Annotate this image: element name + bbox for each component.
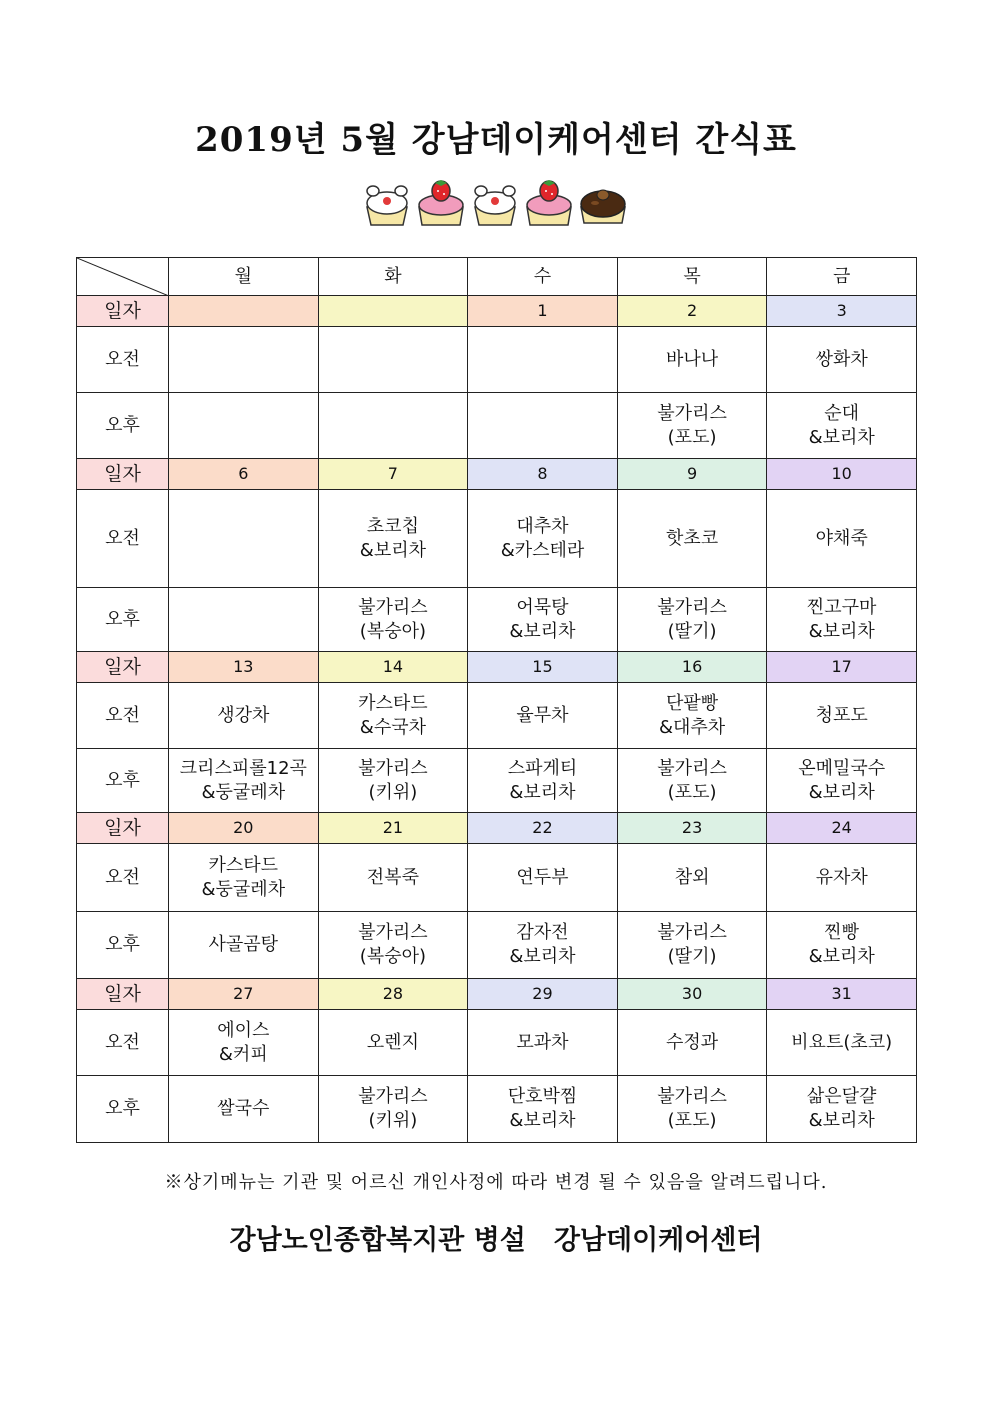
date-cell: 6 — [169, 459, 319, 490]
pm-row-label: 오후 — [77, 393, 169, 459]
pm-row-label: 오후 — [77, 1076, 169, 1143]
snack-item-line: 핫초코 — [665, 527, 719, 549]
snack-cell — [767, 1076, 917, 1143]
snack-item-line: (딸기) — [667, 946, 717, 967]
footer-org: 강남노인종합복지관 병설 — [229, 1225, 526, 1256]
date-row-label: 일자 — [77, 652, 169, 683]
date-cell: 24 — [767, 813, 917, 844]
snack-item-line: 온메밀국수 — [798, 757, 886, 779]
snack-cell — [169, 683, 319, 749]
snack-cell — [318, 844, 468, 912]
snack-item-line: 오렌지 — [366, 1031, 419, 1053]
snack-cell — [468, 588, 618, 652]
snack-item-line: (키위) — [368, 1110, 418, 1131]
date-cell — [318, 296, 468, 327]
am-row-label: 오전 — [77, 490, 169, 588]
snack-item-line: 바나나 — [665, 348, 719, 370]
snack-item-line: &둥굴레차 — [201, 781, 286, 803]
snack-cell — [169, 490, 319, 588]
snack-cell — [318, 588, 468, 652]
snack-item-line: &보리차 — [509, 1110, 576, 1131]
snack-cell — [468, 490, 618, 588]
date-cell: 3 — [767, 296, 917, 327]
snack-item-line: 단팥빵 — [665, 692, 719, 714]
snack-item-line: &보리차 — [808, 1110, 875, 1131]
snack-item-line: 불가리스 — [657, 922, 727, 943]
snack-item-line: 크리스피롤12곡 — [179, 757, 307, 779]
snack-cell — [617, 490, 767, 588]
cream-puff-icon — [469, 177, 521, 229]
snack-item-line: &수국차 — [359, 716, 426, 738]
snack-item-line: &보리차 — [509, 781, 576, 803]
pm-snack-row — [77, 393, 917, 459]
snack-item-line: 순대 — [824, 402, 860, 424]
snack-item-line: 모과차 — [516, 1031, 569, 1053]
snack-cell — [617, 683, 767, 749]
snack-item-line: 대추차 — [516, 515, 569, 537]
snack-item-line: &보리차 — [509, 946, 576, 967]
snack-cell — [767, 588, 917, 652]
weekday-header: 수 — [468, 258, 618, 296]
snack-item-line: 참외 — [674, 866, 710, 888]
snack-item-line: 비요트(초코) — [791, 1031, 893, 1053]
snack-cell — [318, 490, 468, 588]
snack-cell — [169, 1076, 319, 1143]
snack-cell — [169, 327, 319, 393]
snack-cell — [318, 683, 468, 749]
snack-cell — [617, 844, 767, 912]
date-cell: 20 — [169, 813, 319, 844]
strawberry-cake-icon — [415, 177, 467, 229]
snack-item-line: 삶은달걀 — [806, 1086, 877, 1107]
pm-snack-row — [77, 588, 917, 652]
date-cell: 31 — [767, 979, 917, 1010]
snack-cell — [468, 912, 618, 979]
snack-cell — [767, 327, 917, 393]
snack-item-line: 초코칩 — [366, 515, 419, 537]
date-cell: 2 — [617, 296, 767, 327]
snack-item-line: 쌍화차 — [815, 348, 868, 370]
snack-item-line: &보리차 — [808, 946, 875, 967]
snack-item-line: 찐빵 — [824, 922, 860, 943]
am-snack-row — [77, 844, 917, 912]
pm-snack-row — [77, 1076, 917, 1143]
date-row-label: 일자 — [77, 296, 169, 327]
snack-item-line: 카스타드 — [358, 692, 428, 714]
snack-item-line: 찐고구마 — [806, 596, 877, 618]
date-cell: 8 — [468, 459, 618, 490]
snack-cell — [617, 327, 767, 393]
snack-item-line: 불가리스 — [657, 402, 727, 424]
snack-item-line: (딸기) — [667, 620, 717, 642]
snack-item-line: 불가리스 — [657, 1086, 727, 1107]
am-snack-row — [77, 1010, 917, 1076]
snack-cell — [318, 1076, 468, 1143]
date-row — [77, 979, 917, 1010]
date-cell: 15 — [468, 652, 618, 683]
snack-cell — [468, 1010, 618, 1076]
snack-cell — [169, 749, 319, 813]
snack-item-line: (키위) — [368, 781, 418, 803]
date-row-label: 일자 — [77, 813, 169, 844]
date-row — [77, 459, 917, 490]
snack-cell — [767, 749, 917, 813]
snack-cell — [767, 912, 917, 979]
date-row-label: 일자 — [77, 459, 169, 490]
snack-item-line: 불가리스 — [358, 757, 428, 779]
snack-cell — [468, 844, 618, 912]
snack-item-line: 불가리스 — [358, 922, 428, 943]
snack-item-line: &커피 — [218, 1043, 268, 1065]
snack-cell — [617, 912, 767, 979]
snack-item-line: (포도) — [667, 1110, 717, 1131]
date-cell: 13 — [169, 652, 319, 683]
snack-cell — [617, 1076, 767, 1143]
snack-item-line: &카스테라 — [500, 539, 585, 561]
date-cell: 28 — [318, 979, 468, 1010]
pm-snack-row — [77, 749, 917, 813]
date-cell: 14 — [318, 652, 468, 683]
snack-item-line: (복숭아) — [359, 620, 426, 642]
snack-cell — [318, 327, 468, 393]
date-cell: 27 — [169, 979, 319, 1010]
snack-cell — [318, 1010, 468, 1076]
date-cell: 22 — [468, 813, 618, 844]
notice-text: ※상기메뉴는 기관 및 어르신 개인사정에 따라 변경 될 수 있음을 알려드립니다. — [164, 1172, 828, 1193]
strawberry-cake-icon — [523, 177, 575, 229]
am-snack-row — [77, 683, 917, 749]
snack-cell — [318, 749, 468, 813]
snack-item-line: &보리차 — [808, 620, 875, 642]
snack-item-line: 에이스 — [217, 1019, 270, 1041]
snack-cell — [767, 683, 917, 749]
snack-item-line: 청포도 — [815, 704, 868, 726]
weekday-header: 목 — [617, 258, 767, 296]
date-cell: 30 — [617, 979, 767, 1010]
date-cell: 23 — [617, 813, 767, 844]
dessert-icons — [361, 177, 631, 233]
pm-row-label: 오후 — [77, 749, 169, 813]
chocolate-cake-icon — [577, 177, 629, 229]
footer — [0, 1218, 992, 1257]
snack-menu-table — [76, 257, 917, 1143]
snack-item-line: 단호박찜 — [507, 1086, 578, 1107]
snack-item-line: 사골곰탕 — [208, 934, 279, 955]
am-snack-row — [77, 327, 917, 393]
snack-item-line: 율무차 — [516, 704, 569, 726]
snack-item-line: &보리차 — [509, 620, 576, 642]
snack-cell — [468, 393, 618, 459]
date-row — [77, 296, 917, 327]
snack-item-line: &둥굴레차 — [201, 878, 286, 900]
date-cell: 16 — [617, 652, 767, 683]
corner-cell — [77, 258, 169, 296]
snack-item-line: (포도) — [667, 781, 717, 803]
date-cell: 9 — [617, 459, 767, 490]
page-title: 2019년 5월 강남데이케어센터 간식표 — [195, 120, 797, 160]
weekday-header: 월 — [169, 258, 319, 296]
weeks-body — [77, 296, 917, 1143]
pm-row-label: 오후 — [77, 912, 169, 979]
date-cell: 7 — [318, 459, 468, 490]
snack-item-line: &대추차 — [658, 716, 726, 738]
snack-cell — [169, 393, 319, 459]
snack-cell — [617, 393, 767, 459]
snack-item-line: 유자차 — [815, 866, 868, 888]
snack-item-line: 불가리스 — [657, 757, 727, 779]
snack-item-line: 불가리스 — [657, 596, 727, 618]
snack-cell — [767, 844, 917, 912]
am-row-label: 오전 — [77, 844, 169, 912]
date-row — [77, 813, 917, 844]
snack-cell — [617, 588, 767, 652]
snack-cell — [468, 749, 618, 813]
snack-cell — [169, 588, 319, 652]
snack-cell — [767, 1010, 917, 1076]
footer-center: 강남데이케어센터 — [553, 1225, 763, 1256]
snack-cell — [468, 327, 618, 393]
snack-cell — [468, 683, 618, 749]
snack-item-line: 생강차 — [217, 704, 270, 726]
snack-item-line: 수정과 — [665, 1031, 719, 1053]
snack-cell — [767, 393, 917, 459]
date-cell: 10 — [767, 459, 917, 490]
date-cell: 17 — [767, 652, 917, 683]
date-cell: 29 — [468, 979, 618, 1010]
snack-cell — [318, 393, 468, 459]
cream-puff-icon — [361, 177, 413, 229]
date-cell: 21 — [318, 813, 468, 844]
snack-item-line: (복숭아) — [359, 946, 426, 967]
snack-item-line: 감자전 — [516, 922, 569, 943]
snack-cell — [767, 490, 917, 588]
snack-cell — [169, 912, 319, 979]
diagonal-line — [77, 258, 169, 296]
snack-item-line: 연두부 — [516, 866, 569, 888]
date-cell — [169, 296, 319, 327]
weekday-header: 화 — [318, 258, 468, 296]
snack-item-line: 전복죽 — [366, 866, 419, 888]
snack-item-line: 불가리스 — [358, 596, 428, 618]
snack-cell — [468, 1076, 618, 1143]
date-row — [77, 652, 917, 683]
snack-item-line: &보리차 — [808, 781, 875, 803]
snack-item-line: &보리차 — [359, 539, 426, 561]
snack-cell — [617, 1010, 767, 1076]
snack-item-line: 야채죽 — [815, 527, 868, 549]
snack-item-line: 스파게티 — [507, 757, 578, 779]
snack-cell — [617, 749, 767, 813]
pm-snack-row — [77, 912, 917, 979]
weekday-header-row — [77, 258, 917, 296]
snack-item-line: 카스타드 — [208, 854, 279, 876]
date-row-label: 일자 — [77, 979, 169, 1010]
snack-item-line: (포도) — [667, 426, 717, 448]
snack-item-line: 쌀국수 — [217, 1098, 270, 1119]
snack-cell — [169, 1010, 319, 1076]
am-row-label: 오전 — [77, 1010, 169, 1076]
am-row-label: 오전 — [77, 683, 169, 749]
weekday-header: 금 — [767, 258, 917, 296]
am-row-label: 오전 — [77, 327, 169, 393]
date-cell: 1 — [468, 296, 618, 327]
pm-row-label: 오후 — [77, 588, 169, 652]
snack-cell — [169, 844, 319, 912]
snack-item-line: 어묵탕 — [516, 596, 569, 618]
snack-cell — [318, 912, 468, 979]
snack-item-line: 불가리스 — [358, 1086, 428, 1107]
snack-item-line: &보리차 — [808, 426, 875, 448]
am-snack-row — [77, 490, 917, 588]
